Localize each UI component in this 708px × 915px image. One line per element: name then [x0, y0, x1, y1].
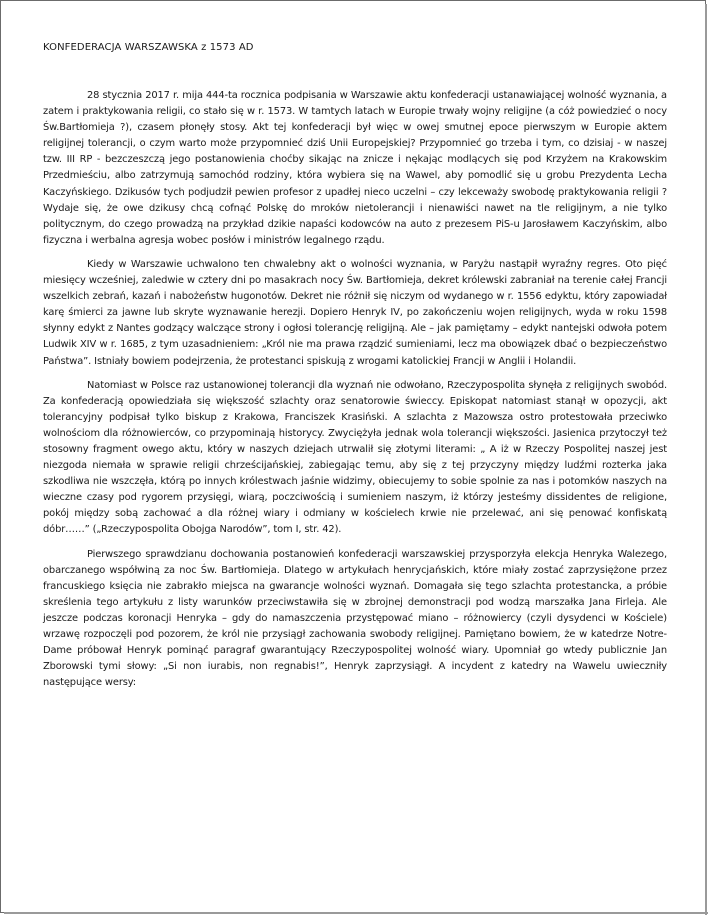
paragraph-3: Natomiast w Polsce raz ustanowionej tolerancji dla wyznań nie odwołano, Rzeczypospolita słynęła z religijnych swobód. Za konfederacją opowiedziała się większość szlachty oraz senatorowie świeccy. Episkopat natomiast stanął w opozycji, akt tolerancyjny podpisał tylko biskup z Krakowa, Franciszek Krasiński. A szlachta z Mazowsza ostro protestowała przeciwko wolnościom dla różnowierców, co przypominają historycy. Zwyciężyła jednak wola tolerancji większości. Jasienica przytoczył też stosowny fragment owego aktu, który w naszych dziejach utrwalił się złotymi literami: „ A iż w Rzeczy Pospolitej naszej jest niezgoda niemała w sprawie religii chrześcijańskiej, zabiegając temu, aby się z tej przyczyny między ludźmi rozterka jaka szkodliwa nie wszczęła, którą po innych królestwach jaśnie widzimy, obiecujemy to sobie spolnie za nas i potomków naszych na wieczne czasy pod rygorem przysięgi, wiarą, poczciwością i sumieniem naszym, iż którzy jesteśmy dissidentes de religione, pokój między sobą zachować a dla różnej wiary i odmiany w kościelech krwie nie przelewać, ani się penować konfiskatą dóbr……” („Rzeczypospolita Obojga Narodów”, tom I, str. 42).: [43, 379, 667, 536]
paragraph-4: Pierwszego sprawdzianu dochowania postanowień konfederacji warszawskiej przysporzyła elekcja Henryka Walezego, obarczanego współwiną za noc Św. Bartłomieja. Dlatego w artykułach henrycjańskich, które miały zostać zaprzysiężone przez francuskiego księcia nie zabrakło miejsca na gwarancje wolności wyznań. Domagała się tego szlachta protestancka, a próbie skreślenia tego artykułu z listy warunków przeciwstawiła się w zbrojnej demonstracji pod wodzą marszałka Jana Firleja. Ale jeszcze podczas koronacji Henryka – gdy do namaszczenia przystępować miano – różnowiercy (czyli dysydenci w Kościele) wrzawę rozpoczęli pod pozorem, że król nie przysiągł zachowania swobody religijnej. Pamiętano bowiem, że w katedrze Notre-Dame próbował Henryk pominąć paragraf gwarantujący Rzeczypospolitej wolność wiary. Upomniał go wtedy publicznie Jan Zborowski tymi słowy: „Si non iurabis, non regnabis!”, Henryk zaprzysiągł. A incydent z katedry na Wawelu uwieczniły następujące wersy:: [43, 548, 667, 689]
document-title: KONFEDERACJA WARSZAWSKA z 1573 AD: [43, 42, 254, 53]
document-body: [43, 40, 667, 699]
paragraph-1: 28 stycznia 2017 r. mija 444-ta rocznica podpisania w Warszawie aktu konfederacji ustanawiającej wolność wyznania, a zatem i praktykowania religii, co stało się w r. 1573. W tamtych latach w Europie trwały wojny religijne (a cóż powiedzieć o nocy Św.Bartłomieja ?), czasem płonęły stosy. Akt tej konfederacji był więc w owej smutnej epoce pierwszym w Europie aktem religijnej tolerancji, o czym warto może przypomnieć dziś Unii Europejskiej? Przypomnieć go trzeba i tym, co dzisiaj - w naszej tzw. III RP - bezczeszczą jego postanowienia choćby sikając na znicze i nękając modlących się pod Krzyżem na Krakowskim Przedmieściu, albo zatrzymują samochód rodziny, która wybiera się na Wawel, aby pomodlić się u grobu Prezydenta Lecha Kaczyńskiego. Dzikusów tych podjudził pewien profesor z upadłej nieco uczelni – czy lekceważy swobodę praktykowania religii ? Wydaje się, że owe dzikusy chcą cofnąć Polskę do mroków nietolerancji i nienawiści nawet na tle religijnym, a nie tylko politycznym, do czego prowadzą na przykład dzikie napaści kodowców na auto z prezesem PiS-u Jarosławem Kaczyńskim, albo fizyczna i werbalna agresja wobec posłów i ministrów legalnego rządu.: [43, 90, 667, 246]
paragraph-2: Kiedy w Warszawie uchwalono ten chwalebny akt o wolności wyznania, w Paryżu nastąpił wyraźny regres. Oto pięć miesięcy wcześniej, zaledwie w cztery dni po masakrach nocy Św. Bartłomieja, dekret królewski zabraniał na terenie całej Francji wszelkich zebrań, kazań i nabożeństw hugonotów. Dekret nie różnił się niczym od wydanego w r. 1556 edyktu, który zapowiadał karę śmierci za jawne lub skryte wyznawanie herezji. Dopiero Henryk IV, po zakończeniu wojen religijnych, wyda w roku 1598 słynny edykt z Nantes godzący walczące strony i ogłosi tolerancję religijną. Ale – jak pamiętamy – edykt nantejski odwoła potem Ludwik XIV w r. 1685, z tym uzasadnieniem: „Król nie ma prawa rządzić sumieniami, lecz ma obowiązek dbać o bezpieczeństwo Państwa”. Istniały bowiem podejrzenia, że protestanci spiskują z wrogami katolickiej Francji w Anglii i Holandii.: [43, 258, 667, 367]
